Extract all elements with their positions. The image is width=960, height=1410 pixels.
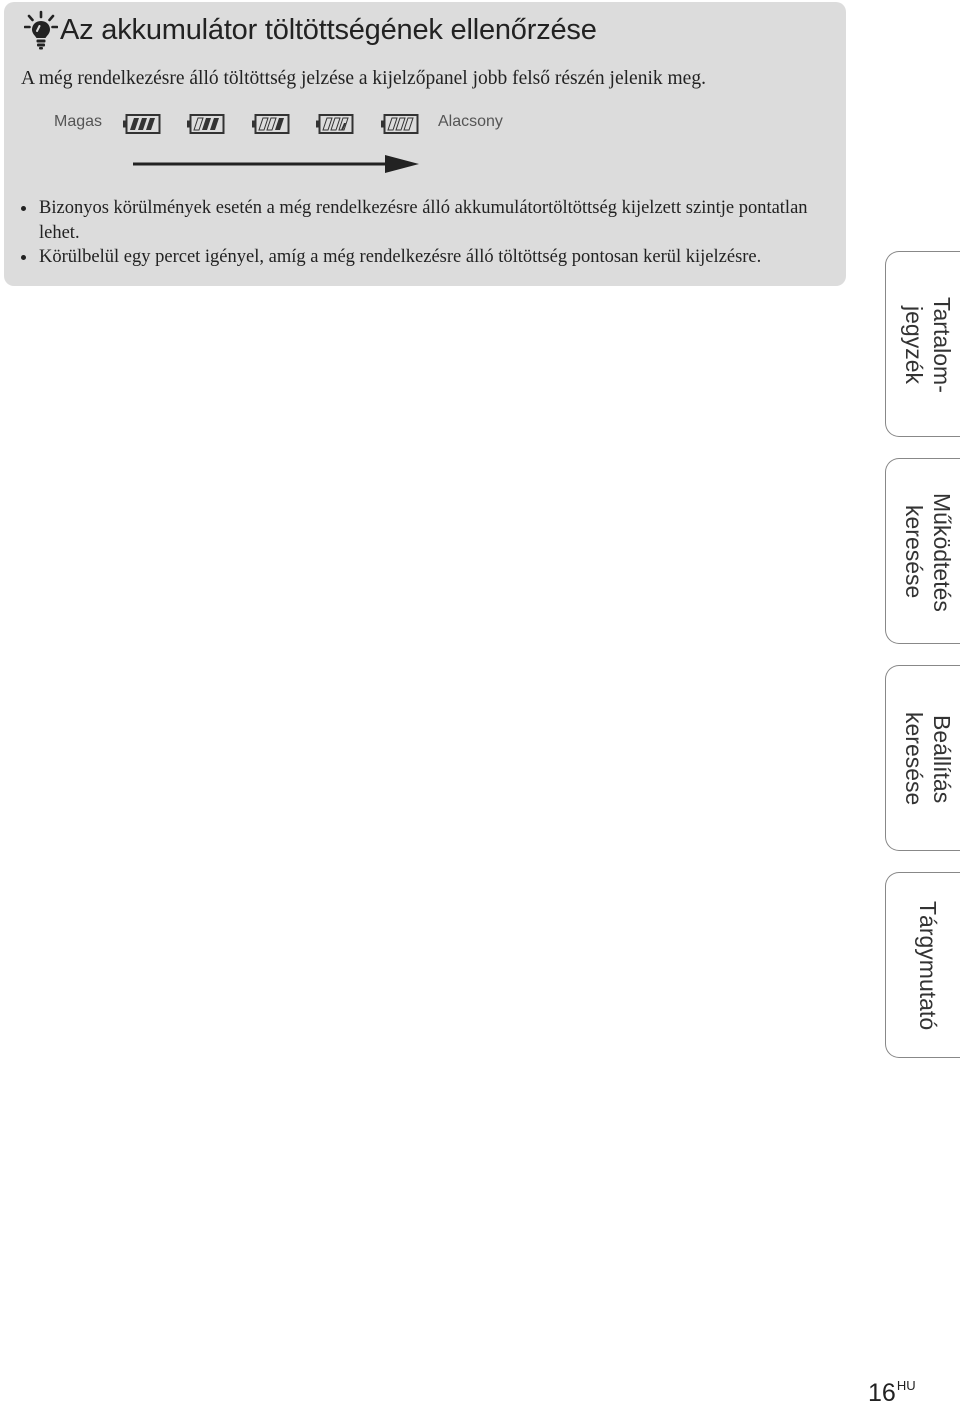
tip-title-row — [24, 10, 597, 50]
list-item: Bizonyos körülmények esetén a még rendelkezésre álló akkumulátortöltöttség kijelzett szintje pontatlan lehet. — [21, 196, 821, 245]
list-item: Körülbelül egy percet igényel, amíg a még rendelkezésre álló töltöttség pontosan kerül kijelzésre. — [21, 245, 821, 270]
tab-label: Működtetés keresése — [901, 492, 955, 612]
intro-text: A még rendelkezésre álló töltöttség jelzése a kijelzőpanel jobb felső részén jelenik meg. — [21, 68, 706, 89]
tab-index[interactable] — [885, 872, 960, 1058]
tab-label: Tartalom- jegyzék — [901, 297, 955, 393]
notes-list — [21, 196, 821, 270]
tab-settings-search[interactable] — [885, 665, 960, 851]
level-high-label: Magas — [54, 113, 103, 130]
tab-operation-search[interactable] — [885, 458, 960, 644]
tab-label: Beállítás keresése — [901, 712, 955, 806]
arrow-right-icon — [133, 152, 419, 176]
tab-label: Tárgymutató — [915, 901, 941, 1031]
lightbulb-icon — [24, 10, 58, 50]
tip-title: Az akkumulátor töltöttségének ellenőrzése — [60, 13, 597, 46]
battery-one-third-icon — [252, 112, 290, 136]
battery-two-thirds-icon — [187, 112, 225, 136]
page-number — [868, 1378, 916, 1408]
battery-empty-icon — [381, 112, 419, 136]
tab-table-of-contents[interactable] — [885, 251, 960, 437]
page-number-value: 16 — [868, 1379, 896, 1407]
battery-full-icon — [123, 112, 161, 136]
level-low-label: Alacsony — [438, 113, 503, 130]
battery-low-icon — [316, 112, 354, 136]
page-language-code: HU — [896, 1378, 916, 1393]
